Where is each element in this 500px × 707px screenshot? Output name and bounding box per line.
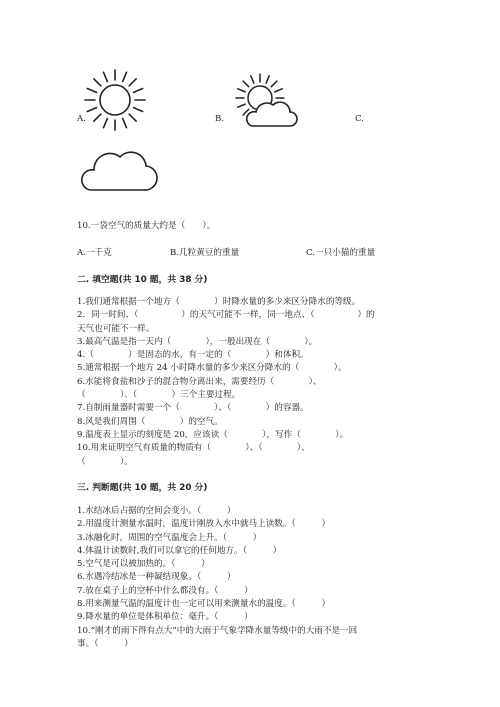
fill-line: （ ）。: [77, 456, 133, 467]
judge-line: 事。（ ）: [77, 638, 133, 649]
cloud-icon: [80, 148, 160, 193]
sun-behind-cloud-icon: [228, 70, 298, 130]
option-b[interactable]: B.几粒黄豆的重量: [170, 248, 240, 258]
option-b-label[interactable]: B.: [215, 114, 225, 124]
judge-line: 10.“刚才的雨下得有点大”中的大雨于气象学降水量等级中的大雨不是一回: [77, 625, 358, 636]
fill-line: 天气也可能不一样。: [77, 323, 155, 334]
section-2-heading: 二. 填空题(共 10 题，共 38 分): [77, 275, 208, 285]
judge-line: 8.用来测量气温的温度计也一定可以用来测量水的温度。（ ）: [77, 599, 331, 610]
fill-line: （ ）、（ ）三个主要过程。: [77, 390, 241, 401]
judge-line: 6.水遇冷结冰是一种凝结现象。（ ）: [77, 572, 236, 583]
option-c-label[interactable]: C.: [355, 114, 365, 124]
fill-line: 1.我们通常根据一个地方（ ）时降水量的多少来区分降水的等级。: [77, 297, 361, 307]
option-a[interactable]: A.一千克: [77, 248, 112, 258]
fill-line: 7.自制雨量器时需要一个（ ）、（ ）的容器。: [77, 403, 309, 414]
judge-line: 7.放在桌子上的空杯中什么都没有。（ ）: [77, 585, 253, 596]
sun-icon: [80, 65, 150, 135]
question-10-stem: 10.一袋空气的质量大约是（ ）。: [77, 221, 216, 231]
judge-line: 9.降水量的单位是体积单位：毫升。（ ）: [77, 612, 253, 623]
fill-line: 3.最高气温是指一天内（ ），一般出现在（ ）。: [77, 336, 318, 347]
option-a-label[interactable]: A.: [77, 114, 86, 124]
option-c[interactable]: C.一只小猫的重量: [306, 248, 376, 258]
fill-line: 6.水能将食盐和沙子的混合物分离出来，需要经历（ ）、: [77, 376, 322, 387]
section-3-lines: [77, 505, 357, 651]
judge-line: 1.水结冰后占据的空间会变小。（ ）: [77, 506, 236, 516]
judge-line: 3.冰融化时，周围的空气温度会上升。（ ）: [77, 532, 262, 543]
fill-line: 5.通常根据一个地方 24 小时降水量的多少来区分降水的（ ）。: [77, 363, 347, 374]
judge-line: 2.用温度计测量水温时，温度计刚放入水中就马上读数。（ ）: [77, 519, 331, 530]
fill-line: 10.用来证明空气有质量的物质有（ ）、（ ）、: [77, 443, 310, 454]
fill-line: 2．同一时间、（ ）的天气可能不一样，同一地点、（ ）的: [77, 310, 375, 321]
fill-line: 8.风是我们周围（ ）的空气。: [77, 416, 223, 427]
judge-line: 4.体温计读数时,我们可以拿它的任何地方。（ ）: [77, 545, 282, 556]
fill-line: 4.（ ）是固态的水，有一定的（ ）和体积。: [77, 350, 309, 361]
section-2-lines: [77, 296, 375, 469]
fill-line: 9.温度表上显示的刻度是 20，应该读（ ），写作（ ）。: [77, 429, 349, 440]
section-3-heading: 三. 判断题(共 10 题，共 20 分): [77, 483, 208, 493]
judge-line: 5.空气是可以被加热的。（ ）: [77, 559, 210, 570]
